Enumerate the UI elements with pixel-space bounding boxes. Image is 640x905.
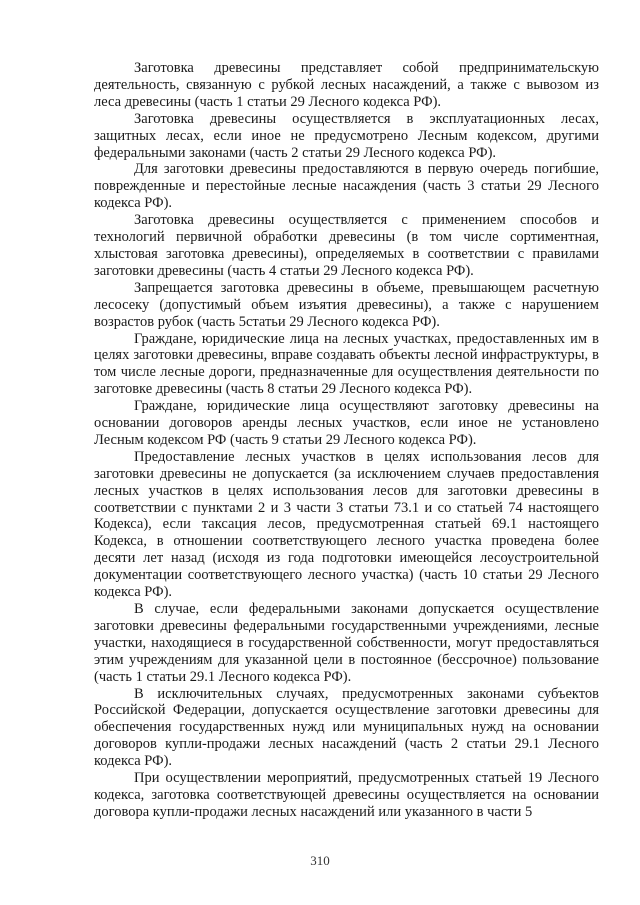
paragraph: Граждане, юридические лица осуществляют заготовку древесины на основании договоров аренды лесных участков, если иное не установлено Лесным кодексом РФ (часть 9 статьи 29 Лесного кодекса РФ).: [94, 398, 599, 448]
paragraph: Заготовка древесины осуществляется с применением способов и технологий первичной обработки древесины (в том числе сортиментная, хлыстовая заготовка древесины), определяемых в соответствии с правилами заготовки древесины (часть 4 статьи 29 Лесного кодекса РФ).: [94, 212, 599, 279]
paragraph: Заготовка древесины осуществляется в эксплуатационных лесах, защитных лесах, если иное не предусмотрено Лесным кодексом, другими федеральными законами (часть 2 статьи 29 Лесного кодекса РФ).: [94, 110, 599, 161]
paragraph: В исключительных случаях, предусмотренных законами субъектов Российской Федерации, допускается осуществление заготовки древесины для обеспечения государственных нужд или муниципальных нужд на основании договоров купли-продажи лесных насаждений (часть 2 статьи 29.1 Лесного кодекса РФ).: [94, 685, 599, 770]
paragraph: Для заготовки древесины предоставляются в первую очередь погибшие, поврежденные и перестойные лесные насаждения (часть 3 статьи 29 Лесного кодекса РФ).: [94, 161, 599, 212]
paragraph: Граждане, юридические лица на лесных участках, предоставленных им в целях заготовки древесины, вправе создавать объекты лесной инфраструктуры, в том числе лесные дороги, предназначенные для осуществления деятельности по заготовке древесины (часть 8 статьи 29 Лесного кодекса РФ).: [94, 330, 599, 398]
body-text: [94, 60, 599, 821]
paragraph: Заготовка древесины представляет собой предпринимательскую деятельность, связанную с рубкой лесных насаждений, а также с вывозом из леса древесины (часть 1 статьи 29 Лесного кодекса РФ).: [94, 60, 599, 110]
paragraph: В случае, если федеральными законами допускается осуществление заготовки древесины федеральными государственными учреждениями, лесные участки, находящиеся в государственной собственности, могут предоставляться этим учреждениям для указанной цели в постоянное (бессрочное) пользование (часть 1 статьи 29.1 Лесного кодекса РФ).: [94, 601, 599, 685]
page-number: 310: [310, 853, 330, 868]
paragraph: При осуществлении мероприятий, предусмотренных статьей 19 Лесного кодекса, заготовка соответствующей древесины осуществляется на основании договора купли-продажи лесных насаждений или указанного в части 5: [94, 770, 599, 820]
paragraph: Предоставление лесных участков в целях использования лесов для заготовки древесины не допускается (за исключением случаев предоставления лесных участков в целях использования лесов для заготовки древесины в соответствии с пунктами 2 и 3 части 3 статьи 73.1 и со статьей 74 настоящего Кодекса), если таксация лесов, предусмотренная статьей 69.1 настоящего Кодекса, в отношении соответствующего лесного участка проведена более десяти лет назад (исходя из года подготовки имеющейся лесоустроительной документации соответствующего лесного участка) (часть 10 статьи 29 Лесного кодекса РФ).: [94, 448, 599, 601]
paragraph: Запрещается заготовка древесины в объеме, превышающем расчетную лесосеку (допустимый объем изъятия древесины), а также с нарушением возрастов рубок (часть 5статьи 29 Лесного кодекса РФ).: [94, 279, 599, 330]
